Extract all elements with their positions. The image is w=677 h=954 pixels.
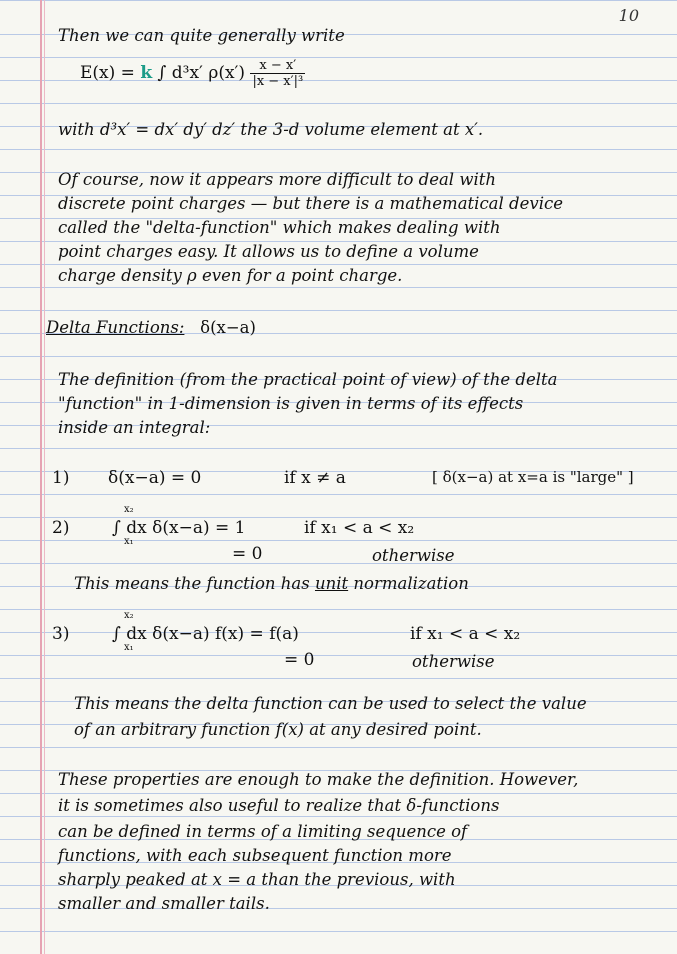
para1-line-1: Of course, now it appears more difficult to deal with: [58, 170, 496, 189]
last-line-2: it is sometimes also useful to realize that δ-functions: [58, 796, 500, 815]
prop2-number: 2): [52, 518, 70, 538]
prop2-note: [74, 574, 469, 593]
para1-line-5: charge density ρ even for a point charge.: [58, 266, 403, 285]
margin-line-inner: [44, 0, 45, 954]
volume-element-line: with d³x′ = dx′ dy′ dz′ the 3-d volume element at x′.: [58, 120, 484, 139]
def-line-3: inside an integral:: [58, 418, 211, 437]
prop1-cond: if x ≠ a: [284, 468, 346, 488]
last-line-3: can be defined in terms of a limiting sequence of: [58, 822, 468, 841]
prop2-lower-limit: x₁: [124, 536, 134, 547]
prop2-cond: if x₁ < a < x₂: [304, 518, 415, 538]
equation-electric-field: [80, 58, 305, 89]
eq1-lhs: E(x) =: [80, 63, 135, 83]
para1-line-4: point charges easy. It allows us to define a volume: [58, 242, 479, 261]
heading-expr: δ(x−a): [200, 318, 256, 337]
prop3-cond: if x₁ < a < x₂: [410, 624, 521, 644]
prop3-expr: ∫ dx δ(x−a) f(x) = f(a): [112, 624, 299, 644]
para1-line-2: discrete point charges — but there is a mathematical device: [58, 194, 563, 213]
prop3-upper-limit: x₂: [124, 610, 134, 621]
prop3-cond2: otherwise: [412, 652, 495, 671]
prop1-expr: δ(x−a) = 0: [108, 468, 202, 488]
last-line-6: smaller and smaller tails.: [58, 894, 270, 913]
prop1-number: 1): [52, 468, 70, 488]
property-3: [52, 610, 521, 653]
prop2-note-pre: This means the function has: [74, 574, 315, 593]
property-1: [52, 468, 634, 488]
heading-title: Delta Functions:: [46, 318, 185, 337]
coulomb-constant: k: [140, 63, 153, 83]
last-line-4: functions, with each subsequent function more: [58, 846, 452, 865]
prop2-note-post: normalization: [348, 574, 469, 593]
eq1-integral: ∫ d³x′ ρ(x′): [157, 63, 246, 83]
def-line-2: "function" in 1-dimension is given in terms of its effects: [58, 394, 524, 413]
delta-heading: [46, 318, 256, 337]
prop2-expr2: = 0: [232, 544, 263, 564]
select-line-1: This means the delta function can be used to select the value: [74, 694, 587, 713]
eq1-fraction: [250, 58, 305, 89]
select-line-2: of an arbitrary function f(x) at any desired point.: [74, 720, 482, 739]
margin-line: [40, 0, 42, 954]
prop3-number: 3): [52, 624, 70, 644]
eq1-numerator: x − x′: [250, 58, 305, 74]
prop1-note: [ δ(x−a) at x=a is "large" ]: [432, 468, 634, 486]
para1-line-3: called the "delta-function" which makes dealing with: [58, 218, 501, 237]
prop3-expr2: = 0: [284, 650, 315, 670]
last-line-5: sharply peaked at x = a than the previous, with: [58, 870, 456, 889]
prop3-lower-limit: x₁: [124, 642, 134, 653]
eq1-denominator: |x − x′|³: [252, 74, 304, 89]
last-line-1: These properties are enough to make the definition. However,: [58, 770, 579, 789]
intro-text: Then we can quite generally write: [58, 26, 345, 45]
prop2-note-underlined: unit: [314, 574, 349, 593]
prop2-expr: ∫ dx δ(x−a) = 1: [112, 518, 246, 538]
page-number: 10: [618, 6, 639, 25]
property-2: [52, 504, 415, 547]
prop2-cond2: otherwise: [372, 546, 455, 565]
def-line-1: The definition (from the practical point of view) of the delta: [58, 370, 558, 389]
prop2-upper-limit: x₂: [124, 504, 134, 515]
